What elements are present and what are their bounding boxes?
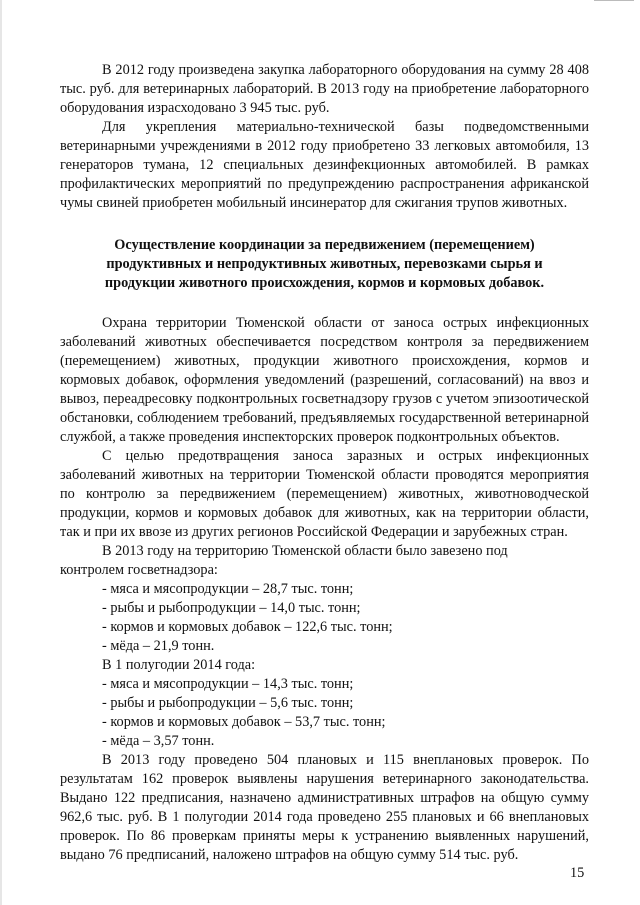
paragraph-lab-equipment: В 2012 году произведена закупка лабораторного оборудования на сумму 28 408 тыс. руб. для ветеринарных лабораторий. В 2013 году на приобретение лабораторного оборудования израсходовано 3 945 тыс. руб.	[60, 62, 589, 116]
list-item: - кормов и кормовых добавок – 53,7 тыс. тонн;	[102, 714, 386, 730]
scan-edge	[0, 0, 2, 905]
half-year-label: В 1 полугодии 2014 года:	[102, 657, 256, 673]
paragraph-vehicles: Для укрепления материально-технической базы подведомственными ветеринарными учреждениями в 2012 году приобретено 33 легковых автомобиля, 13 генераторов тумана, 12 специальных дезинфекционных автомобилей. В рамках профилактических мероприятий по предупреждению распространения африканской чумы свиней приобретен мобильный инсинератор для сжигания трупов животных.	[60, 119, 589, 211]
list-2014	[60, 675, 589, 751]
list-item: - кормов и кормовых добавок – 122,6 тыс. тонн;	[102, 619, 393, 635]
paragraph-inspections: В 2013 году проведено 504 плановых и 115 внеплановых проверок. По результатам 162 проверок выявлены нарушения ветеринарного законодательства. Выдано 122 предписания, назначено административных штрафов на общую сумму 962,6 тыс. руб. В 1 полугодии 2014 года проведено 255 плановых и 66 внеплановых проверок. По 86 проверкам приняты меры к устранению выявленных нарушений, выдано 76 предписаний, наложено штрафов на общую сумму 514 тыс. руб.	[60, 752, 589, 863]
control-line: контролем госветнадзора:	[60, 562, 218, 578]
section-heading	[60, 236, 589, 293]
heading-line-3: продукции животного происхождения, кормов и кормовых добавок.	[104, 275, 545, 291]
list-item: - мяса и мясопродукции – 28,7 тыс. тонн;	[102, 581, 354, 597]
page-content	[60, 61, 589, 865]
paragraph-2013-imports: В 2013 году на территорию Тюменской области было завезено под	[102, 543, 508, 559]
paragraph-territory-protection: Охрана территории Тюменской области от заноса острых инфекционных заболеваний животных обеспечивается посредством контроля за передвижением (перемещением) животных, продукции животного происхождения, кормов и кормовых добавок, оформления уведомлений (разрешений, согласований) на ввоз и вывоз, переадресовку подконтрольных госветнадзору грузов с учетом эпизоотической обстановки, соблюдением требований, предъявляемых государственной ветеринарной службой, а также проведения инспекторских проверок подконтрольных объектов.	[60, 315, 589, 445]
list-item: - рыбы и рыбопродукции – 5,6 тыс. тонн;	[102, 695, 354, 711]
list-item: - рыбы и рыбопродукции – 14,0 тыс. тонн;	[102, 600, 361, 616]
list-2013	[60, 580, 589, 656]
list-item: - мёда – 21,9 тонн.	[102, 638, 215, 654]
page-number: 15	[570, 865, 585, 881]
scan-corner-mark	[594, 0, 634, 4]
list-item: - мёда – 3,57 тонн.	[102, 733, 215, 749]
list-item: - мяса и мясопродукции – 14,3 тыс. тонн;	[102, 676, 354, 692]
heading-line-1: Осуществление координации за передвижением (перемещением)	[114, 237, 535, 253]
heading-line-2: продуктивных и непродуктивных животных, перевозками сырья и	[106, 256, 543, 272]
paragraph-prevention: С целью предотвращения заноса заразных и острых инфекционных заболеваний животных на территории Тюменской области проводятся мероприятия по контролю за передвижением (перемещением) животных, животноводческой продукции, кормов и кормовых добавок для животных, как на территории области, так и при их ввозе из других регионов Российской Федерации и зарубежных стран.	[60, 448, 589, 540]
